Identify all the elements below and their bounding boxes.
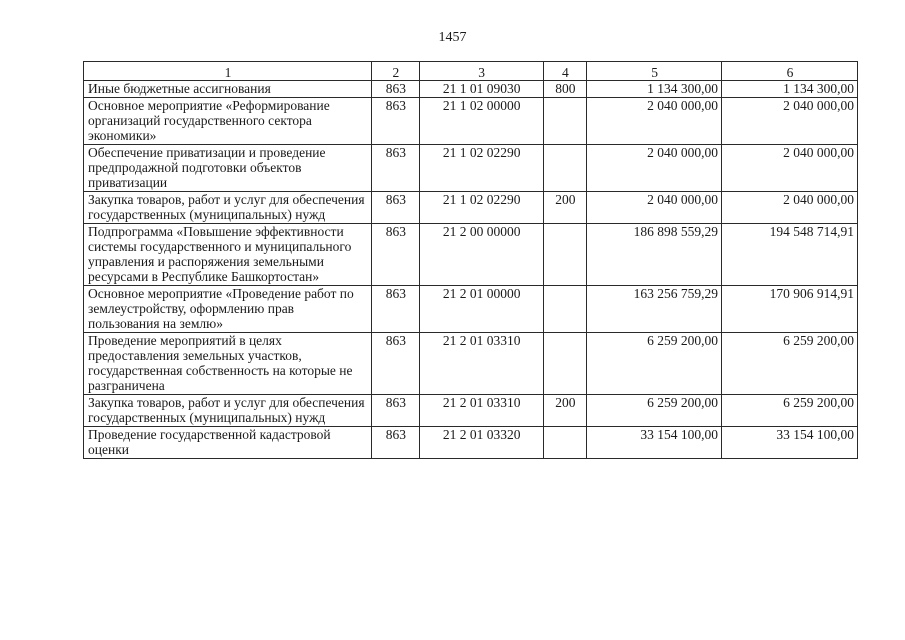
- row-sum-1: 2 040 000,00: [587, 98, 722, 145]
- row-vr: 200: [543, 192, 587, 224]
- budget-table: [83, 61, 858, 459]
- table-row: [84, 145, 858, 192]
- column-header-1: 1: [84, 62, 372, 81]
- row-ved: 863: [372, 427, 420, 459]
- table-row: [84, 192, 858, 224]
- table-row: [84, 333, 858, 395]
- page-number: 1457: [438, 30, 467, 45]
- column-header-6: 6: [722, 62, 858, 81]
- row-sum-1: 186 898 559,29: [587, 224, 722, 286]
- row-csr: 21 1 02 02290: [419, 145, 543, 192]
- row-sum-2: 1 134 300,00: [722, 81, 858, 98]
- column-header-2: 2: [372, 62, 420, 81]
- row-sum-1: 6 259 200,00: [587, 333, 722, 395]
- row-vr: [543, 224, 587, 286]
- row-ved: 863: [372, 81, 420, 98]
- row-sum-2: 2 040 000,00: [722, 192, 858, 224]
- table-row: [84, 286, 858, 333]
- row-ved: 863: [372, 286, 420, 333]
- column-header-4: 4: [543, 62, 587, 81]
- row-name: Основное мероприятие «Реформирование организаций государственного сектора экономики»: [84, 98, 372, 145]
- row-vr: 800: [543, 81, 587, 98]
- row-csr: 21 2 01 00000: [419, 286, 543, 333]
- row-sum-2: 6 259 200,00: [722, 333, 858, 395]
- row-name: Подпрограмма «Повышение эффективности системы государственного и муниципального управления и распоряжения земельными ресурсами в Республике Башкортостан»: [84, 224, 372, 286]
- row-vr: [543, 145, 587, 192]
- row-vr: [543, 333, 587, 395]
- row-ved: 863: [372, 224, 420, 286]
- row-sum-2: 170 906 914,91: [722, 286, 858, 333]
- row-sum-1: 6 259 200,00: [587, 395, 722, 427]
- row-name: Основное мероприятие «Проведение работ по землеустройству, оформлению прав пользования на землю»: [84, 286, 372, 333]
- row-ved: 863: [372, 192, 420, 224]
- row-name: Закупка товаров, работ и услуг для обеспечения государственных (муниципальных) нужд: [84, 395, 372, 427]
- row-sum-1: 1 134 300,00: [587, 81, 722, 98]
- row-csr: 21 1 02 02290: [419, 192, 543, 224]
- row-name: Обеспечение приватизации и проведение предпродажной подготовки объектов приватизации: [84, 145, 372, 192]
- row-vr: [543, 98, 587, 145]
- row-sum-2: 194 548 714,91: [722, 224, 858, 286]
- row-name: Проведение мероприятий в целях предоставления земельных участков, государственная собственность на которые не разграничена: [84, 333, 372, 395]
- row-name: Иные бюджетные ассигнования: [84, 81, 372, 98]
- row-name: Закупка товаров, работ и услуг для обеспечения государственных (муниципальных) нужд: [84, 192, 372, 224]
- row-sum-2: 33 154 100,00: [722, 427, 858, 459]
- row-ved: 863: [372, 98, 420, 145]
- column-header-3: 3: [419, 62, 543, 81]
- row-csr: 21 2 01 03310: [419, 333, 543, 395]
- table-row: [84, 81, 858, 98]
- table-row: [84, 98, 858, 145]
- row-csr: 21 2 00 00000: [419, 224, 543, 286]
- row-sum-2: 6 259 200,00: [722, 395, 858, 427]
- row-sum-2: 2 040 000,00: [722, 145, 858, 192]
- row-sum-2: 2 040 000,00: [722, 98, 858, 145]
- row-name: Проведение государственной кадастровой оценки: [84, 427, 372, 459]
- table-header-row: [84, 62, 858, 81]
- column-header-5: 5: [587, 62, 722, 81]
- row-csr: 21 2 01 03310: [419, 395, 543, 427]
- row-csr: 21 2 01 03320: [419, 427, 543, 459]
- row-vr: [543, 286, 587, 333]
- table-row: [84, 427, 858, 459]
- row-ved: 863: [372, 333, 420, 395]
- row-vr: 200: [543, 395, 587, 427]
- row-sum-1: 33 154 100,00: [587, 427, 722, 459]
- row-csr: 21 1 01 09030: [419, 81, 543, 98]
- row-sum-1: 2 040 000,00: [587, 145, 722, 192]
- table-row: [84, 395, 858, 427]
- row-ved: 863: [372, 145, 420, 192]
- row-sum-1: 2 040 000,00: [587, 192, 722, 224]
- row-csr: 21 1 02 00000: [419, 98, 543, 145]
- row-ved: 863: [372, 395, 420, 427]
- row-sum-1: 163 256 759,29: [587, 286, 722, 333]
- row-vr: [543, 427, 587, 459]
- table-row: [84, 224, 858, 286]
